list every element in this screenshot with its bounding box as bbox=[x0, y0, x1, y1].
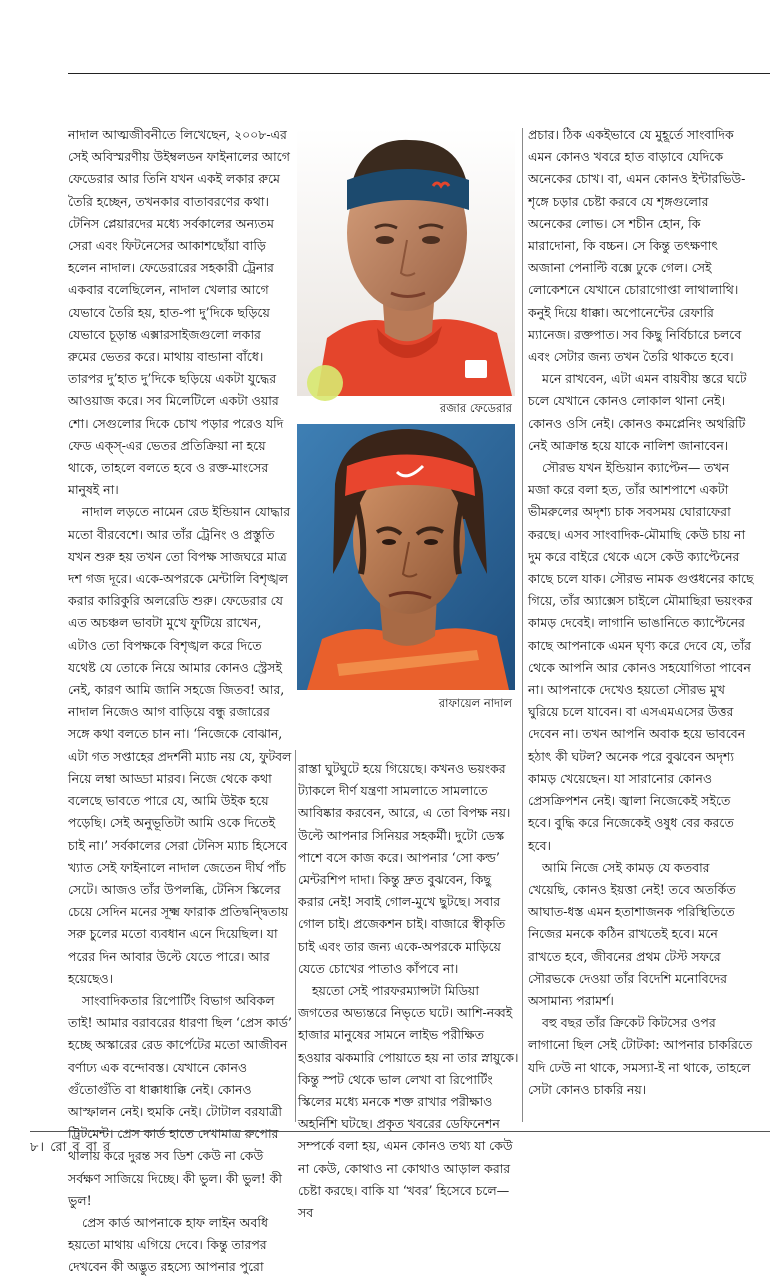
federer-photo bbox=[297, 128, 515, 396]
page-folio: ৮। রো ব বা র bbox=[30, 1140, 112, 1155]
paragraph: নাদাল লড়তে নামেন রেড ইন্ডিয়ান যোদ্ধার মতো বীরবেশে। আর তাঁর ট্রেনিং ও প্রস্তুতি যখন শুরু হয় তখন তো বিপক্ষ সাজঘরে মাত্র দশ গজ দূরে। একে-অপরকে মেন্টালি বিশৃঙ্খল করার কারিকুরি অলরেডি শুরু। ফেডেরার যে এত অচঞ্চল ভাবটা মুখে ফুটিয়ে রাখেন, এটাও তো বিপক্ষকে বিশৃঙ্খল করে দিতে যথেষ্ট যে তোকে নিয়ে আমার কোনও স্ট্রেসই নেই, কারণ আমি জানি সহজে জিতব! আর, নাদাল নিজেও আগ বাড়িয়ে বন্ধু রজারের সঙ্গে কথা বলতে চান না। ‘নিজেকে বোঝান, এটা গত সপ্তাহের প্রদর্শনী ম্যাচ নয় যে, ফুটবল নিয়ে লম্বা আড্ডা মারব। নিজে থেকে কথা বলেছে ভাবতে পারে যে, আমি উইক হয়ে পড়েছি। সেই অনুভূতিটা আমি ওকে দিতেই চাই না।’ সর্বকালের সেরা টেনিস ম্যাচ হিসেবে খ্যাত সেই ফাইনালে নাদাল জেতেন দীর্ঘ পাঁচ সেটে। আজও তাঁর উপলব্ধি, টেনিস স্কিলের চেয়ে সেদিন মনের সূক্ষ্ম ফারাক প্রতিদ্বন্দ্বিতায় সরু চুলের মতো ব্যবধান এনে দিয়েছিল। যা পরের দিন আবার উল্টে যেতে পারে। আর হয়েছেও। bbox=[68, 504, 292, 986]
bottom-rule bbox=[30, 1131, 770, 1132]
column-divider bbox=[522, 128, 523, 1122]
paragraph: হয়তো সেই পারফরম্যান্সটা মিডিয়া জগতের অভ্যন্তরে নিভৃতে ঘটে। আশি-নব্বই হাজার মানুষের সামনে লাইভ পরীক্ষিত হওয়ার ঝকমারি পোয়াতে হয় না তার স্নায়ুকে। কিন্তু স্পট থেকে ভাল লেখা বা রিপোর্টিং স্কিলের মধ্যে মনকে শক্ত রাখার পরীক্ষাও অহর্নিশি ঘটছে। প্রকৃত খবরের ডেফিনেশন সম্পর্কে বলা হয়, এমন কোনও তথ্য যা কেউ না কেউ, কোথাও না কোথাও আড়াল করার চেষ্টা করছে। বাকি যা ‘খবর’ হিসেবে চলে— সব bbox=[298, 983, 519, 1221]
photo-caption: রজার ফেডেরার bbox=[439, 401, 512, 415]
paragraph: প্রচার। ঠিক একইভাবে যে মুহূর্তে সাংবাদিক এমন কোনও খবরে হাত বাড়াবে যেদিকে অনেকের চোখ। বা, এমন কোনও ইন্টারভিউ-শৃঙ্গে চড়ার চেষ্টা করবে যে শৃঙ্গগুলোর অনেকের লোভ। সে শচীন হোন, কি মারাদোনা, কি বচ্চন। সে কিন্তু তৎক্ষণাৎ অজানা পেনাল্টি বক্সে ঢুকে গেল। সেই লোকেশনে যেখানে চোরাগোপ্তা লাথালাথি। কনুই দিয়ে ধাক্কা। অপোনেন্টের রেফারি ম্যানেজ। রক্তপাত। সব কিছু নির্বিচারে চলবে এবং সেটার জন্য তখন তৈরি থাকতে হবে। bbox=[528, 127, 746, 365]
paragraph: সাংবাদিকতার রিপোর্টিং বিভাগ অবিকল তাই! আমার বরাবরের ধারণা ছিল ‘প্রেস কার্ড’ হচ্ছে অস্কারের রেড কার্পেটের মতো আজীবন বর্ণাঢ্য এক বন্দোবস্ত। যেখানে কোনও গুঁতোগুঁতি বা ধাক্কাধাক্কি নেই। কোনও আস্ফালন নেই। হুমকি নেই। টোটাল বরযাত্রী ট্রিটমেন্ট। প্রেস কার্ড হাতে দেখামাত্র রুপোর থালায় করে দুরন্ত সব ডিশ কেউ না কেউ সর্বক্ষণ সাজিয়ে দিচ্ছে। কী ভুল। কী ভুল! কী ভুল! bbox=[68, 992, 292, 1208]
paragraph: আমি নিজে সেই কামড় যে কতবার খেয়েছি, কোনও ইয়ত্তা নেই! তবে অতর্কিত আঘাত-ধস্ত এমন হতাশাজনক পরিস্থিতিতে নিজের মনকে কঠিন রাখতেই হবে। মনে রাখতে হবে, জীবনের প্রথম টেস্ট সফরে সৌরভকে দেওয়া তাঁর বিদেশি মনোবিদের অসামান্য পরামর্শ। bbox=[528, 859, 736, 1008]
article-column-3 bbox=[528, 124, 754, 1120]
photo-caption: রাফায়েল নাদাল bbox=[438, 696, 512, 710]
paragraph: সৌরভ যখন ইন্ডিয়ান ক্যাপ্টেন— তখন মজা করে বলা হত, তাঁর আশপাশে একটা ভীমরুলের অদৃশ্য চাক সবসময় ঘোরাফেরা করছে। এসব সাংবাদিক-মৌমাছি কেউ চায় না দুম করে বাইরে থেকে এসে কেউ ক্যাপ্টেনের কাছে চলে যাক। সৌরভ নামক গুপ্তধনের কাছে গিয়ে, তাঁর অ্যাক্সেস চাইলে মৌমাছিরা ভয়ংকর কামড় দেবেই। লাগানি ভাঙানিতে ক্যাপ্টেনের কাছে আপনাকে এমন ঘৃণ্য করে দেবে যে, তাঁর থেকে আপনি আর কোনও সহযোগিতা পাবেন না। আপনাকে দেখেও হয়তো সৌরভ মুখ ঘুরিয়ে চলে যাবেন। বা এসএমএসের উত্তর দেবেন না। তখন আপনি অবাক হয়ে ভাববেন হঠাৎ কী ঘটল? অনেক পরে বুঝবেন অদৃশ্য কামড় খেয়েছেন। যা সারানোর কোনও প্রেসক্রিপশন নেই। জ্বালা নিজেকেই সইতে হবে। বুদ্ধি করে নিজেকেই ওষুধ বের করতে হবে। bbox=[528, 460, 754, 853]
article-column-2 bbox=[298, 758, 520, 1221]
paragraph: নাদাল আত্মজীবনীতে লিখেছেন, ২০০৮-এর সেই অবিস্মরণীয় উইম্বলডন ফাইনালের আগে ফেডেরার আর তিনি যখন একই লকার রুমে তৈরি হচ্ছেন, তখনকার বাতাবরণের কথা। টেনিস প্লেয়ারদের মধ্যে সর্বকালের অন্যতম সেরা এবং ফিটনেসের আকাশছোঁয়া বাড়ি হলেন নাদাল। ফেডেরারের সহকারী ট্রেনার একবার বলেছিলেন, নাদাল খেলার আগে যেভাবে তৈরি হয়, হাত-পা দু’দিকে ছড়িয়ে যেভাবে চূড়ান্ত এক্সারসাইজগুলো লকার রুমের ভেতর করে। মাথায় বান্ডানা বাঁধে। তারপর দু’হাত দু’দিকে ছড়িয়ে একটা যুদ্ধের আওয়াজ করে। সব মিলেটিলে একটা ওয়ার শো। সেগুলোর দিকে চোখ পড়ার পরেও যদি ফেড এক্স্-এর ভেতর প্রতিক্রিয়া না হয়ে থাকে, তাহলে বলতে হবে ও রক্ত-মাংসের মানুষই না। bbox=[68, 127, 290, 498]
column-divider bbox=[295, 750, 296, 1122]
paragraph: বহু বছর তাঁর ক্রিকেট কিটসের ওপর লাগানো ছিল সেই টোটকা: আপনার চাকরিতে যদি ঢেউ না থাকে, সমস্যা-ই না থাকে, তাহলে সেটা কোনও চাকরি নয়। bbox=[528, 1015, 753, 1097]
paragraph: মনে রাখবেন, এটা এমন বায়বীয় স্তরে ঘটে চলে যেখানে কোনও লোকাল থানা নেই। কোনও ওসি নেই। কোনও কমপ্লেনিং অথরিটি নেই আক্রান্ত হয়ে যাকে নালিশ জানাবেন। bbox=[528, 371, 747, 453]
nadal-photo bbox=[297, 424, 515, 690]
paragraph: প্রেস কার্ড আপনাকে হাফ লাইন অবধি হয়তো মাথায় এগিয়ে দেবে। কিন্তু তারপর দেখবেন কী অদ্ভুত রহস্যে আপনার পুরো bbox=[68, 1214, 268, 1275]
top-rule bbox=[68, 73, 770, 74]
paragraph: রাস্তা ঘুটঘুটে হয়ে গিয়েছে। কখনও ভয়ংকর ট্যাকলে দীর্ণ যন্ত্রণা সামলাতে সামলাতে আবিষ্কার করবেন, আরে, এ তো বিপক্ষ নয়। উল্টে আপনার সিনিয়র সহকর্মী। দুটো ডেস্ক পাশে বসে কাজ করে। আপনার ‘সো কল্ড’ মেন্টরশিপ দাদা। কিন্তু দ্রুত বুঝবেন, কিছু করার নেই! সবাই গোল-মুখে ছুটছে। সবার গোল চাই। প্রজেকশন চাই। বাজারে স্বীকৃতি চাই এবং তার জন্য একে-অপরকে মাড়িয়ে যেতে চোখের পাতাও কাঁপবে না। bbox=[298, 761, 511, 976]
